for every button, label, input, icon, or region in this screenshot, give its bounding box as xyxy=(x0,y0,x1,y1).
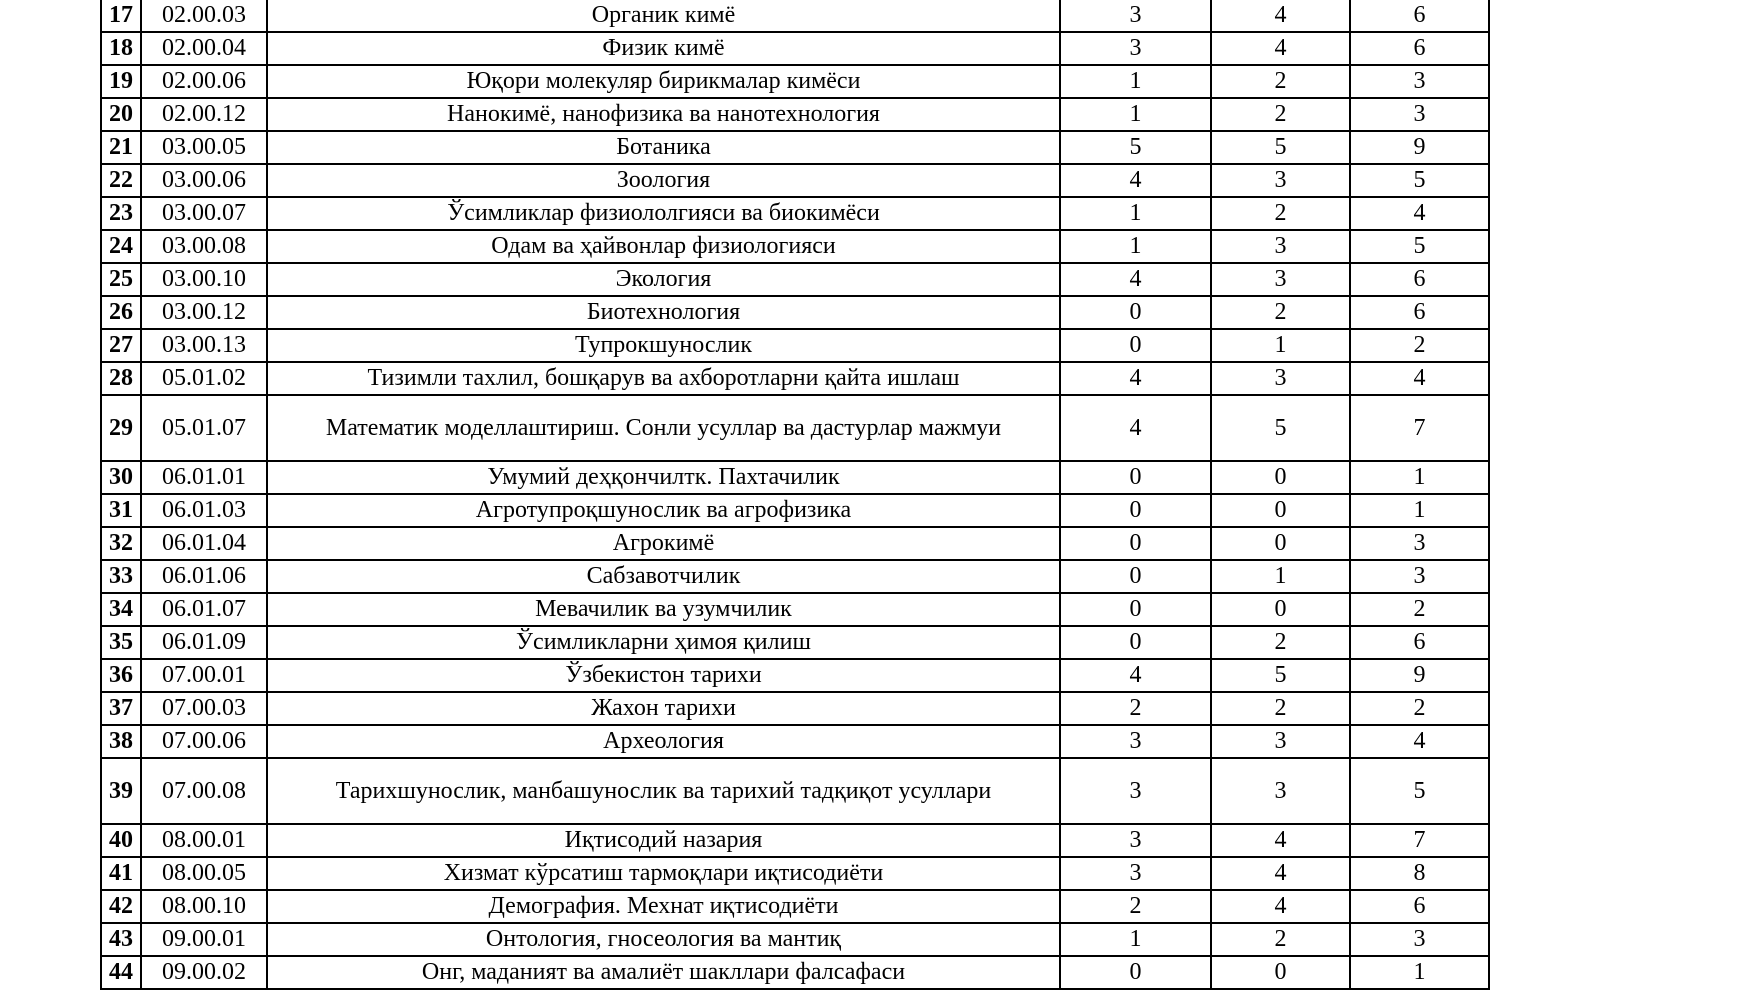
specialty-name-cell: Сабзавотчилик xyxy=(267,560,1060,593)
value-a-cell: 1 xyxy=(1060,65,1211,98)
specialty-name-cell: Математик моделлаштириш. Сонли усуллар ва дастурлар мажмуи xyxy=(267,395,1060,461)
value-a-cell: 2 xyxy=(1060,890,1211,923)
value-b-cell: 0 xyxy=(1211,494,1350,527)
value-a-cell: 3 xyxy=(1060,725,1211,758)
value-b-cell: 5 xyxy=(1211,659,1350,692)
table-row xyxy=(101,857,1489,890)
value-a-cell: 4 xyxy=(1060,164,1211,197)
value-a-cell: 3 xyxy=(1060,857,1211,890)
value-c-cell: 4 xyxy=(1350,362,1489,395)
value-a-cell: 3 xyxy=(1060,758,1211,824)
value-c-cell: 3 xyxy=(1350,527,1489,560)
table-row xyxy=(101,659,1489,692)
table-row xyxy=(101,494,1489,527)
row-number-cell: 19 xyxy=(101,65,141,98)
table-row xyxy=(101,461,1489,494)
specialty-code-cell: 03.00.13 xyxy=(141,329,267,362)
row-number-cell: 20 xyxy=(101,98,141,131)
specialty-code-cell: 08.00.10 xyxy=(141,890,267,923)
value-a-cell: 0 xyxy=(1060,527,1211,560)
specialty-name-cell: Экология xyxy=(267,263,1060,296)
table-row xyxy=(101,824,1489,857)
value-a-cell: 0 xyxy=(1060,626,1211,659)
value-a-cell: 3 xyxy=(1060,32,1211,65)
value-c-cell: 5 xyxy=(1350,164,1489,197)
specialty-code-cell: 02.00.06 xyxy=(141,65,267,98)
value-c-cell: 9 xyxy=(1350,131,1489,164)
row-number-cell: 32 xyxy=(101,527,141,560)
table-row xyxy=(101,725,1489,758)
row-number-cell: 26 xyxy=(101,296,141,329)
value-a-cell: 3 xyxy=(1060,0,1211,32)
specialty-name-cell: Зоология xyxy=(267,164,1060,197)
specialty-name-cell: Физик кимё xyxy=(267,32,1060,65)
value-b-cell: 3 xyxy=(1211,362,1350,395)
value-c-cell: 3 xyxy=(1350,98,1489,131)
value-a-cell: 4 xyxy=(1060,395,1211,461)
row-number-cell: 18 xyxy=(101,32,141,65)
row-number-cell: 29 xyxy=(101,395,141,461)
value-b-cell: 3 xyxy=(1211,758,1350,824)
value-c-cell: 4 xyxy=(1350,197,1489,230)
row-number-cell: 27 xyxy=(101,329,141,362)
value-c-cell: 7 xyxy=(1350,824,1489,857)
value-a-cell: 1 xyxy=(1060,197,1211,230)
specialty-name-cell: Юқори молекуляр бирикмалар кимёси xyxy=(267,65,1060,98)
row-number-cell: 42 xyxy=(101,890,141,923)
value-b-cell: 2 xyxy=(1211,626,1350,659)
row-number-cell: 25 xyxy=(101,263,141,296)
table-body xyxy=(101,0,1489,989)
value-a-cell: 1 xyxy=(1060,98,1211,131)
value-c-cell: 6 xyxy=(1350,890,1489,923)
value-a-cell: 0 xyxy=(1060,494,1211,527)
specialties-table xyxy=(100,0,1490,990)
specialty-code-cell: 06.01.01 xyxy=(141,461,267,494)
specialty-code-cell: 07.00.08 xyxy=(141,758,267,824)
table-row xyxy=(101,923,1489,956)
row-number-cell: 33 xyxy=(101,560,141,593)
specialty-name-cell: Ўсимликлар физиололгияси ва биокимёси xyxy=(267,197,1060,230)
specialty-code-cell: 09.00.01 xyxy=(141,923,267,956)
value-b-cell: 1 xyxy=(1211,560,1350,593)
value-b-cell: 2 xyxy=(1211,98,1350,131)
value-a-cell: 1 xyxy=(1060,923,1211,956)
table-row xyxy=(101,626,1489,659)
value-c-cell: 3 xyxy=(1350,923,1489,956)
row-number-cell: 34 xyxy=(101,593,141,626)
value-b-cell: 4 xyxy=(1211,0,1350,32)
specialty-name-cell: Агрокимё xyxy=(267,527,1060,560)
specialty-name-cell: Агротупроқшунослик ва агрофизика xyxy=(267,494,1060,527)
specialty-name-cell: Органик кимё xyxy=(267,0,1060,32)
table-row xyxy=(101,263,1489,296)
specialty-code-cell: 06.01.09 xyxy=(141,626,267,659)
specialty-name-cell: Одам ва ҳайвонлар физиологияси xyxy=(267,230,1060,263)
row-number-cell: 35 xyxy=(101,626,141,659)
value-b-cell: 3 xyxy=(1211,164,1350,197)
specialty-name-cell: Археология xyxy=(267,725,1060,758)
row-number-cell: 21 xyxy=(101,131,141,164)
specialty-name-cell: Тупрокшунослик xyxy=(267,329,1060,362)
value-c-cell: 4 xyxy=(1350,725,1489,758)
specialty-name-cell: Ўсимликларни ҳимоя қилиш xyxy=(267,626,1060,659)
specialty-code-cell: 07.00.01 xyxy=(141,659,267,692)
row-number-cell: 24 xyxy=(101,230,141,263)
value-b-cell: 3 xyxy=(1211,725,1350,758)
value-c-cell: 9 xyxy=(1350,659,1489,692)
row-number-cell: 28 xyxy=(101,362,141,395)
value-b-cell: 3 xyxy=(1211,263,1350,296)
row-number-cell: 36 xyxy=(101,659,141,692)
value-b-cell: 2 xyxy=(1211,923,1350,956)
table-row xyxy=(101,527,1489,560)
specialty-code-cell: 07.00.03 xyxy=(141,692,267,725)
table-row xyxy=(101,197,1489,230)
table-row xyxy=(101,65,1489,98)
row-number-cell: 44 xyxy=(101,956,141,989)
value-c-cell: 5 xyxy=(1350,758,1489,824)
value-a-cell: 2 xyxy=(1060,692,1211,725)
specialty-name-cell: Иқтисодий назария xyxy=(267,824,1060,857)
specialty-name-cell: Нанокимё, нанофизика ва нанотехнология xyxy=(267,98,1060,131)
row-number-cell: 38 xyxy=(101,725,141,758)
value-a-cell: 5 xyxy=(1060,131,1211,164)
value-b-cell: 1 xyxy=(1211,329,1350,362)
specialty-code-cell: 09.00.02 xyxy=(141,956,267,989)
table-row xyxy=(101,956,1489,989)
value-c-cell: 7 xyxy=(1350,395,1489,461)
specialty-code-cell: 02.00.12 xyxy=(141,98,267,131)
specialty-name-cell: Онтология, гносеология ва мантиқ xyxy=(267,923,1060,956)
specialty-code-cell: 07.00.06 xyxy=(141,725,267,758)
value-a-cell: 0 xyxy=(1060,956,1211,989)
specialty-name-cell: Тизимли тахлил, бошқарув ва ахборотларни қайта ишлаш xyxy=(267,362,1060,395)
table-row xyxy=(101,692,1489,725)
value-b-cell: 0 xyxy=(1211,461,1350,494)
row-number-cell: 37 xyxy=(101,692,141,725)
specialty-name-cell: Жахон тарихи xyxy=(267,692,1060,725)
specialty-name-cell: Демография. Мехнат иқтисодиёти xyxy=(267,890,1060,923)
row-number-cell: 22 xyxy=(101,164,141,197)
table-row xyxy=(101,164,1489,197)
specialty-name-cell: Тарихшунослик, манбашунослик ва тарихий тадқиқот усуллари xyxy=(267,758,1060,824)
value-c-cell: 1 xyxy=(1350,956,1489,989)
value-b-cell: 4 xyxy=(1211,857,1350,890)
row-number-cell: 17 xyxy=(101,0,141,32)
value-a-cell: 4 xyxy=(1060,659,1211,692)
row-number-cell: 40 xyxy=(101,824,141,857)
value-b-cell: 2 xyxy=(1211,197,1350,230)
specialty-code-cell: 02.00.04 xyxy=(141,32,267,65)
value-c-cell: 6 xyxy=(1350,296,1489,329)
value-c-cell: 8 xyxy=(1350,857,1489,890)
row-number-cell: 30 xyxy=(101,461,141,494)
value-b-cell: 0 xyxy=(1211,956,1350,989)
specialty-code-cell: 06.01.07 xyxy=(141,593,267,626)
value-b-cell: 2 xyxy=(1211,296,1350,329)
specialty-code-cell: 08.00.05 xyxy=(141,857,267,890)
value-c-cell: 6 xyxy=(1350,626,1489,659)
specialty-name-cell: Мевачилик ва узумчилик xyxy=(267,593,1060,626)
value-b-cell: 4 xyxy=(1211,824,1350,857)
table-row xyxy=(101,362,1489,395)
table-row xyxy=(101,758,1489,824)
row-number-cell: 39 xyxy=(101,758,141,824)
specialty-code-cell: 03.00.08 xyxy=(141,230,267,263)
table-row xyxy=(101,395,1489,461)
value-b-cell: 0 xyxy=(1211,527,1350,560)
value-b-cell: 3 xyxy=(1211,230,1350,263)
table-row xyxy=(101,890,1489,923)
row-number-cell: 31 xyxy=(101,494,141,527)
value-c-cell: 2 xyxy=(1350,692,1489,725)
specialty-code-cell: 03.00.07 xyxy=(141,197,267,230)
value-b-cell: 5 xyxy=(1211,131,1350,164)
value-b-cell: 2 xyxy=(1211,65,1350,98)
value-b-cell: 0 xyxy=(1211,593,1350,626)
specialty-code-cell: 06.01.03 xyxy=(141,494,267,527)
value-a-cell: 0 xyxy=(1060,560,1211,593)
specialty-code-cell: 08.00.01 xyxy=(141,824,267,857)
value-c-cell: 6 xyxy=(1350,263,1489,296)
row-number-cell: 23 xyxy=(101,197,141,230)
table-row xyxy=(101,296,1489,329)
row-number-cell: 43 xyxy=(101,923,141,956)
value-a-cell: 4 xyxy=(1060,263,1211,296)
specialty-code-cell: 03.00.12 xyxy=(141,296,267,329)
specialty-code-cell: 03.00.06 xyxy=(141,164,267,197)
value-a-cell: 1 xyxy=(1060,230,1211,263)
specialty-name-cell: Ботаника xyxy=(267,131,1060,164)
value-c-cell: 2 xyxy=(1350,593,1489,626)
specialty-code-cell: 03.00.05 xyxy=(141,131,267,164)
value-b-cell: 5 xyxy=(1211,395,1350,461)
value-c-cell: 5 xyxy=(1350,230,1489,263)
value-b-cell: 4 xyxy=(1211,890,1350,923)
value-b-cell: 4 xyxy=(1211,32,1350,65)
specialty-code-cell: 06.01.06 xyxy=(141,560,267,593)
value-c-cell: 6 xyxy=(1350,32,1489,65)
value-a-cell: 0 xyxy=(1060,593,1211,626)
value-c-cell: 1 xyxy=(1350,461,1489,494)
specialty-name-cell: Ўзбекистон тарихи xyxy=(267,659,1060,692)
row-number-cell: 41 xyxy=(101,857,141,890)
table-row xyxy=(101,593,1489,626)
value-a-cell: 0 xyxy=(1060,296,1211,329)
specialty-code-cell: 06.01.04 xyxy=(141,527,267,560)
specialty-code-cell: 05.01.07 xyxy=(141,395,267,461)
value-a-cell: 0 xyxy=(1060,461,1211,494)
value-a-cell: 3 xyxy=(1060,824,1211,857)
specialty-name-cell: Умумий деҳқончилтк. Пахтачилик xyxy=(267,461,1060,494)
table-row xyxy=(101,32,1489,65)
table-row xyxy=(101,329,1489,362)
specialty-code-cell: 02.00.03 xyxy=(141,0,267,32)
value-c-cell: 3 xyxy=(1350,560,1489,593)
table-row xyxy=(101,560,1489,593)
table-row xyxy=(101,0,1489,32)
table-row xyxy=(101,230,1489,263)
value-b-cell: 2 xyxy=(1211,692,1350,725)
specialty-code-cell: 05.01.02 xyxy=(141,362,267,395)
value-a-cell: 4 xyxy=(1060,362,1211,395)
specialty-name-cell: Онг, маданият ва амалиёт шакллари фалсафаси xyxy=(267,956,1060,989)
specialty-code-cell: 03.00.10 xyxy=(141,263,267,296)
value-a-cell: 0 xyxy=(1060,329,1211,362)
table-row xyxy=(101,98,1489,131)
specialty-name-cell: Биотехнология xyxy=(267,296,1060,329)
specialty-name-cell: Хизмат кўрсатиш тармоқлари иқтисодиёти xyxy=(267,857,1060,890)
value-c-cell: 2 xyxy=(1350,329,1489,362)
value-c-cell: 1 xyxy=(1350,494,1489,527)
table-row xyxy=(101,131,1489,164)
value-c-cell: 3 xyxy=(1350,65,1489,98)
value-c-cell: 6 xyxy=(1350,0,1489,32)
